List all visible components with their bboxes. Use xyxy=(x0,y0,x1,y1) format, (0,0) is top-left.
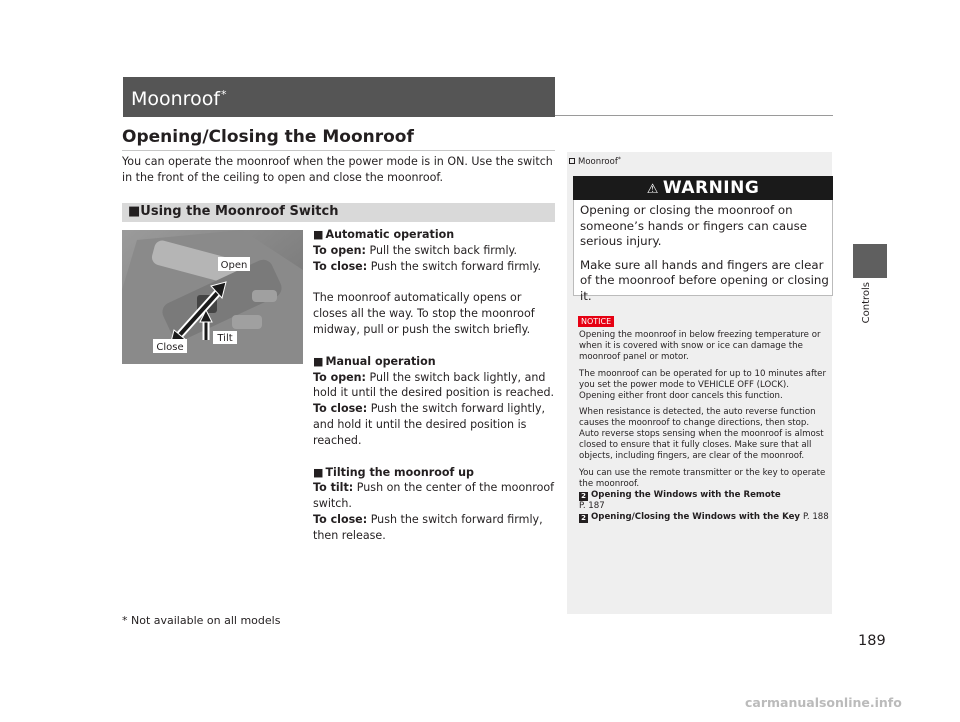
moonroof-switch-figure xyxy=(122,230,303,364)
side-marker-icon xyxy=(569,158,575,164)
section-divider xyxy=(122,150,555,151)
subsection-title: ■Using the Moonroof Switch xyxy=(128,204,339,219)
title-rule xyxy=(555,115,833,116)
warning-heading: ⚠ WARNING xyxy=(573,176,833,200)
section-title: Opening/Closing the Moonroof xyxy=(122,127,414,147)
tilt-heading: ■ Tilting the moonroof up xyxy=(313,465,474,479)
manual-open: To open: Pull the switch back lightly, and hold it until the desired position is reached. xyxy=(313,370,555,400)
figure-label-open: Open xyxy=(220,260,248,271)
automatic-open: To open: Pull the switch back firmly. xyxy=(313,243,518,257)
reference-arrow-icon: 2 xyxy=(579,492,588,501)
figure-label-tilt: Tilt xyxy=(217,333,233,344)
reference-link-key[interactable]: 2 Opening/Closing the Windows with the Key P. 188 xyxy=(579,512,829,523)
side-title: Moonroof* xyxy=(578,156,621,167)
tilt-open: To tilt: Push on the center of the moonroof switch. xyxy=(313,481,555,511)
footnote: * Not available on all models xyxy=(122,614,281,627)
figure-label-close: Close xyxy=(156,342,184,353)
page-number: 189 xyxy=(858,633,886,649)
manual-heading: ■ Manual operation xyxy=(313,354,436,368)
reference-arrow-icon: 2 xyxy=(579,514,588,523)
reference-page-remote: P. 187 xyxy=(579,500,605,511)
warning-icon: ⚠ xyxy=(646,182,659,197)
automatic-heading: ■ Automatic operation xyxy=(313,228,455,241)
notice-badge: NOTICE xyxy=(578,316,614,327)
manual-close: To close: Push the switch forward lightly, and hold it until the desired position is reached. xyxy=(313,402,546,447)
warning-text: Opening or closing the moonroof on someone’s hands or fingers can cause serious injury. Make sure all hands and fingers are clear of the moonroof before opening or closing it. xyxy=(580,203,829,303)
page-title: Moonroof* xyxy=(131,88,227,110)
automatic-close: To close: Push the switch forward firmly. xyxy=(313,259,542,273)
section-tab-label: Controls xyxy=(861,282,872,324)
reference-link-remote[interactable]: 2 Opening the Windows with the Remote xyxy=(579,490,829,501)
automatic-note: The moonroof automatically opens or closes all the way. To stop the moonroof midway, pull or push the switch briefly. xyxy=(313,291,535,336)
side-notes: Opening the moonroof in below freezing temperature or when it is covered with snow or ice can damage the moonroof panel or motor. The moonroof can be operated for up to 10 minutes after you set the power mode to VEHICLE OFF (LOCK). Opening either front door cancels this function. When resistance is detected, the auto reverse function causes the moonroof to change directions, then stop. Auto reverse stops sensing when the moonroof is almost closed to ensure that it fully closes. Make sure that all objects, including fingers, are clear of the moonroof. You can use the remote transmitter or the key to operate the moonroof. 2 Opening the Windows with the Remote P. 187 2 Opening/Closing the Windows with the Key P. 188 xyxy=(579,330,829,522)
instructions xyxy=(313,227,558,544)
tilt-close: To close: Push the switch forward firmly, then release. xyxy=(313,512,543,542)
intro-paragraph: You can operate the moonroof when the power mode is in ON. Use the switch in the front of the ceiling to open and close the moonroof. xyxy=(122,155,553,184)
watermark: carmanualsonline.info xyxy=(745,695,902,710)
section-tab-marker xyxy=(853,244,887,278)
